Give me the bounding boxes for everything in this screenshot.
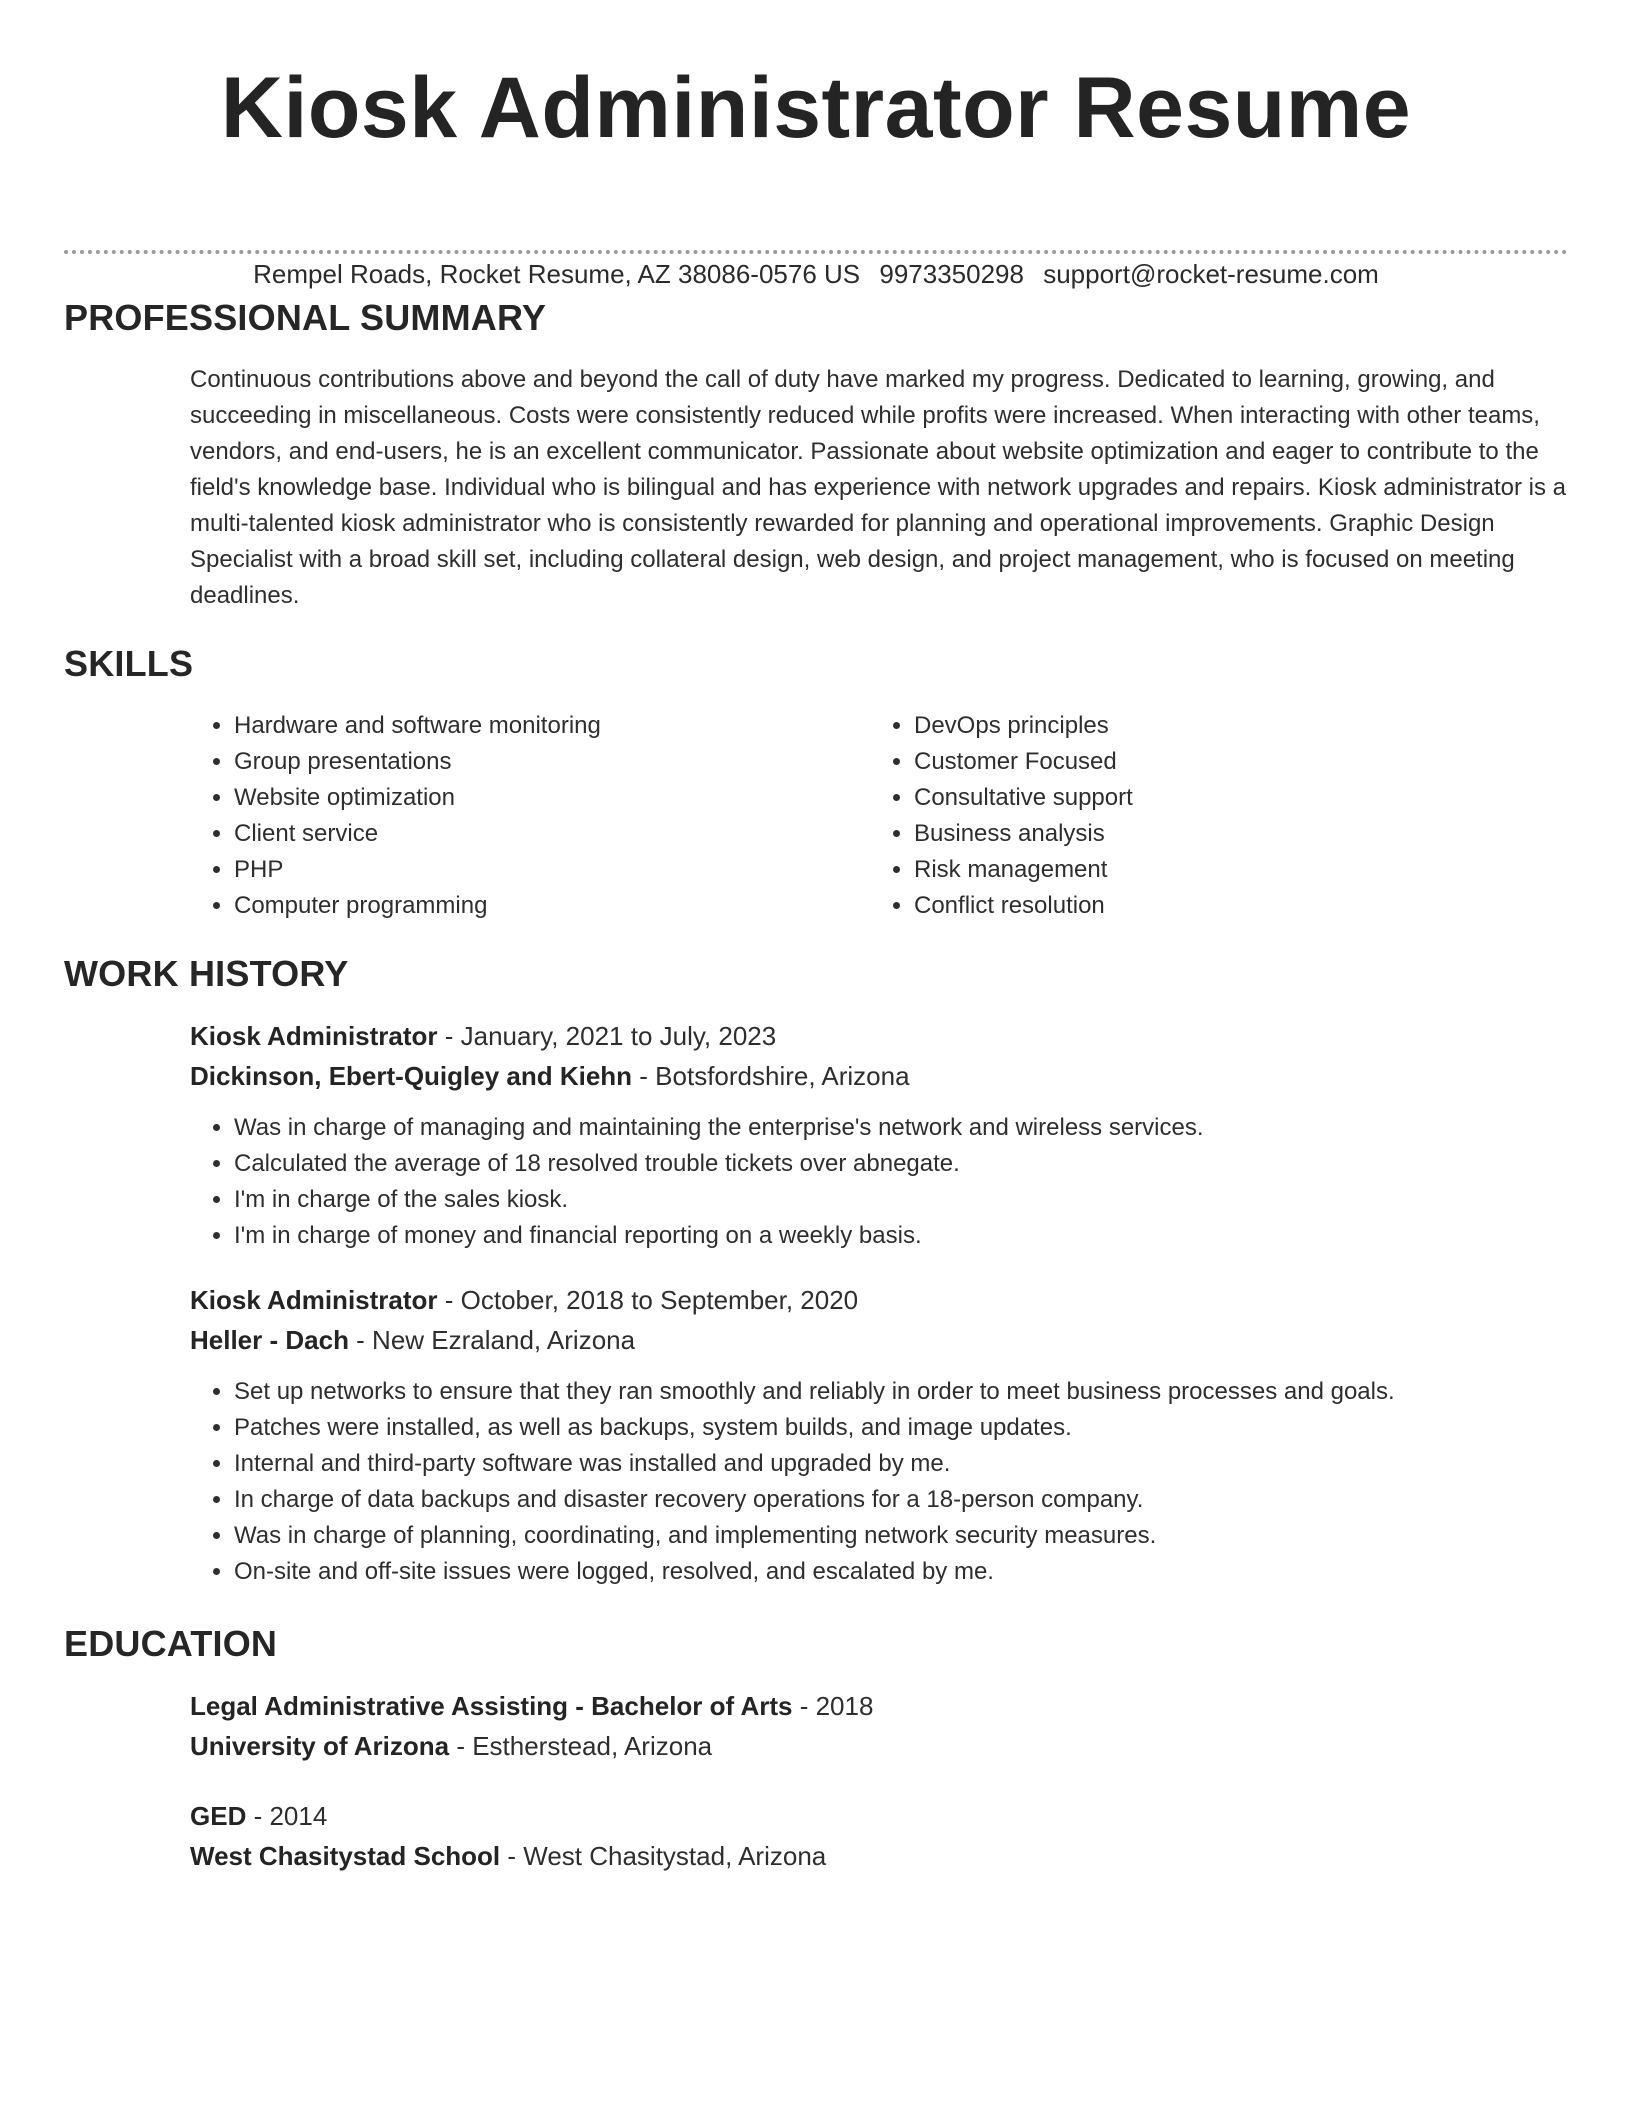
job-location: - New Ezraland, Arizona (348, 1325, 636, 1355)
skills-list-right (870, 708, 1550, 924)
skill-item: • Business analysis (914, 816, 1550, 852)
skills-section (64, 642, 1568, 924)
education-location: - Estherstead, Arizona (449, 1731, 713, 1761)
education-degree-line (190, 1796, 1568, 1836)
education-year: - 2018 (792, 1691, 874, 1721)
skill-item: • Hardware and software monitoring (234, 708, 870, 744)
header-divider (64, 250, 1568, 254)
education-school: West Chasitystad School (190, 1841, 501, 1871)
job-entry (190, 1016, 1568, 1254)
job-bullet: • Patches were installed, as well as backups, system builds, and image updates. (234, 1410, 1568, 1446)
job-company: Heller - Dach (190, 1325, 349, 1355)
resume-title: Kiosk Administrator Resume (220, 60, 1412, 156)
contact-line (0, 258, 1632, 290)
job-bullet: • Was in charge of managing and maintaining the enterprise's network and wireless services. (234, 1110, 1568, 1146)
job-bullets (190, 1110, 1568, 1254)
contact-phone: 9973350298 (879, 259, 1024, 289)
education-entry (190, 1796, 1568, 1876)
job-bullet: • Was in charge of planning, coordinating, and implementing network security measures. (234, 1518, 1568, 1554)
job-entry (190, 1280, 1568, 1590)
skill-item: • Risk management (914, 852, 1550, 888)
skills-heading: SKILLS (64, 643, 194, 684)
skills-list-left (190, 708, 870, 924)
job-dates: - October, 2018 to September, 2020 (437, 1285, 859, 1315)
skill-item: • Conflict resolution (914, 888, 1550, 924)
education-degree: Legal Administrative Assisting - Bachelor of Arts (190, 1691, 793, 1721)
summary-heading: PROFESSIONAL SUMMARY (64, 297, 547, 338)
job-location: - Botsfordshire, Arizona (632, 1061, 910, 1091)
education-school-line (190, 1726, 1568, 1766)
job-bullet: • I'm in charge of money and financial reporting on a weekly basis. (234, 1218, 1568, 1254)
job-bullet: • Internal and third-party software was installed and upgraded by me. (234, 1446, 1568, 1482)
skill-item: • Customer Focused (914, 744, 1550, 780)
skill-item: • Consultative support (914, 780, 1550, 816)
job-title: Kiosk Administrator (190, 1285, 438, 1315)
job-company-line (190, 1320, 1568, 1360)
job-bullets (190, 1374, 1568, 1590)
job-bullet: • In charge of data backups and disaster recovery operations for a 18-person company. (234, 1482, 1568, 1518)
job-company-line (190, 1056, 1568, 1096)
education-school-line (190, 1836, 1568, 1876)
summary-text: Continuous contributions above and beyond the call of duty have marked my progress. Dedicated to learning, growing, and succeeding in miscellaneous. Costs were consistently reduced while profits were increased. When interacting with other teams, vendors, and end-users, he is an excellent communicator. Passionate about website optimization and eager to contribute to the field's knowledge base. Individual who is bilingual and has experience with network upgrades and repairs. Kiosk administrator is a multi-talented kiosk administrator who is consistently rewarded for planning and operational improvements. Graphic Design Specialist with a broad skill set, including collateral design, web design, and project management, who is focused on meeting deadlines. (190, 366, 1567, 609)
skill-item: • Website optimization (234, 780, 870, 816)
work-history-heading: WORK HISTORY (64, 953, 349, 994)
skills-grid (190, 708, 1568, 924)
job-dates: - January, 2021 to July, 2023 (437, 1021, 777, 1051)
education-degree-line (190, 1686, 1568, 1726)
education-heading: EDUCATION (64, 1623, 278, 1664)
contact-email: support@rocket-resume.com (1043, 259, 1379, 289)
skill-item: • PHP (234, 852, 870, 888)
job-bullet: • Set up networks to ensure that they ran smoothly and reliably in order to meet business processes and goals. (234, 1374, 1568, 1410)
education-section (64, 1622, 1568, 1876)
skill-item: • Group presentations (234, 744, 870, 780)
job-company: Dickinson, Ebert-Quigley and Kiehn (190, 1061, 633, 1091)
job-title-line (190, 1016, 1568, 1056)
job-title-line (190, 1280, 1568, 1320)
job-title: Kiosk Administrator (190, 1021, 438, 1051)
job-bullet: • On-site and off-site issues were logged, resolved, and escalated by me. (234, 1554, 1568, 1590)
skill-item: • Client service (234, 816, 870, 852)
summary-section (64, 296, 1568, 614)
skill-item: • DevOps principles (914, 708, 1550, 744)
education-entry (190, 1686, 1568, 1766)
job-bullet: • Calculated the average of 18 resolved trouble tickets over abnegate. (234, 1146, 1568, 1182)
education-year: - 2014 (246, 1801, 328, 1831)
education-school: University of Arizona (190, 1731, 450, 1761)
job-bullet: • I'm in charge of the sales kiosk. (234, 1182, 1568, 1218)
work-history-section (64, 952, 1568, 1590)
education-location: - West Chasitystad, Arizona (500, 1841, 827, 1871)
skill-item: • Computer programming (234, 888, 870, 924)
education-degree: GED (190, 1801, 247, 1831)
contact-address: Rempel Roads, Rocket Resume, AZ 38086-0576 US (253, 259, 861, 289)
